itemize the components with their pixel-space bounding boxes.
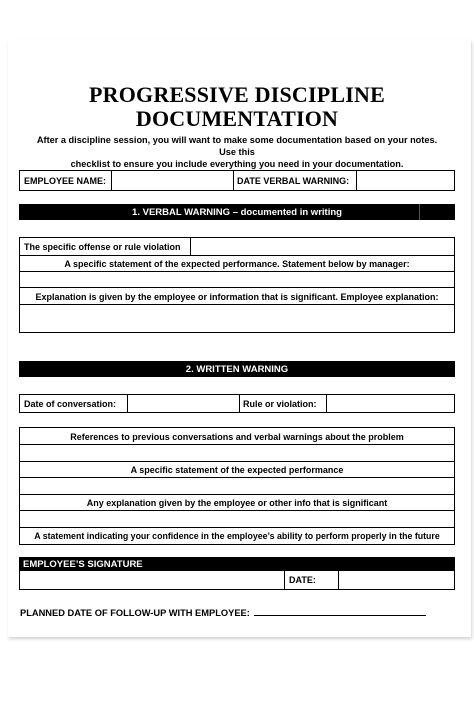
signature-field[interactable]: [20, 571, 284, 589]
employee-name-field[interactable]: [112, 171, 233, 190]
section-1-header: [19, 204, 455, 220]
employee-info-row: [19, 170, 455, 191]
explanation-field[interactable]: [20, 511, 454, 527]
section-1-header-divider: [419, 204, 420, 220]
expected-performance-field[interactable]: [20, 478, 454, 494]
explanation-label: Any explanation given by the employee or other info that is significant: [86, 498, 388, 508]
employee-explanation-field[interactable]: [20, 305, 454, 332]
references-field[interactable]: [20, 445, 454, 461]
written-warning-info-row: [19, 394, 455, 413]
rule-or-violation-label: Rule or violation:: [243, 398, 317, 409]
signature-header: [19, 557, 455, 572]
written-warning-table: [19, 427, 455, 545]
section-2-title: 2. WRITTEN WARNING: [185, 363, 289, 375]
document-title-line-1: PROGRESSIVE DISCIPLINE: [89, 82, 385, 107]
offense-field[interactable]: [191, 238, 454, 255]
intro-line-2: checklist to ensure you include everything you need in your documentation.: [70, 159, 404, 169]
intro-text: [30, 134, 444, 170]
section-2-header: [19, 361, 455, 377]
employee-name-label: EMPLOYEE NAME:: [24, 175, 107, 186]
rule-or-violation-field[interactable]: [327, 395, 454, 412]
offense-label: The specific offense or rule violation: [24, 242, 181, 252]
follow-up-row: [20, 606, 426, 618]
section-1-title: 1. VERBAL WARNING – documented in writing: [132, 206, 342, 218]
document-title-line-2: DOCUMENTATION: [135, 106, 339, 131]
date-label: DATE:: [289, 575, 316, 585]
verbal-warning-table: [19, 237, 455, 333]
date-of-conversation-label: Date of conversation:: [24, 398, 117, 409]
expected-performance-label: A specific statement of the expected performance: [130, 465, 344, 475]
date-of-conversation-field[interactable]: [128, 395, 239, 412]
date-verbal-warning-field[interactable]: [357, 171, 454, 190]
follow-up-date-field[interactable]: [254, 606, 426, 616]
signature-row: [19, 571, 455, 590]
expected-performance-statement: A specific statement of the expected performance. Statement below by manager:: [64, 259, 410, 269]
employee-explanation-label: Explanation is given by the employee or information that is significant. Employee explanation:: [35, 292, 439, 302]
references-label: References to previous conversations and verbal warnings about the problem: [70, 432, 404, 442]
manager-statement-field[interactable]: [20, 272, 454, 287]
date-verbal-warning-label: DATE VERBAL WARNING:: [237, 175, 350, 186]
signature-label: EMPLOYEE’S SIGNATURE: [23, 559, 143, 570]
confidence-statement-label: A statement indicating your confidence in the employee’s ability to perform properly in the future: [34, 531, 440, 541]
intro-line-1: After a discipline session, you will want to make some documentation based on your notes. Use this: [36, 135, 438, 157]
signature-date-field[interactable]: [339, 571, 454, 589]
follow-up-label: PLANNED DATE OF FOLLOW-UP WITH EMPLOYEE:: [20, 608, 250, 618]
